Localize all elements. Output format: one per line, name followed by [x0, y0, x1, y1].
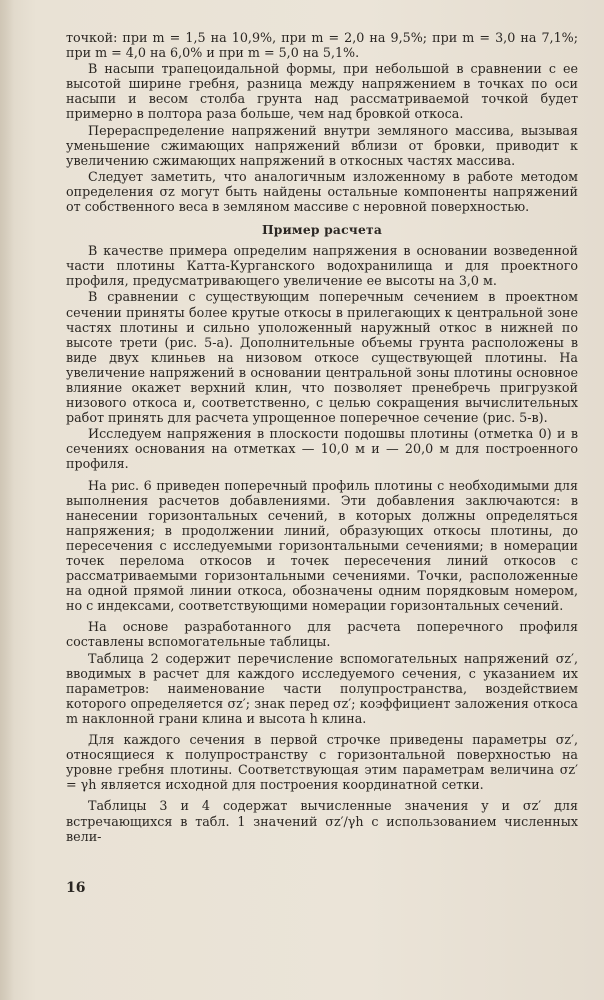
paragraph: На рис. 6 приведен поперечный профиль плотины с необходимыми для выполнения расчетов добавлениями. Эти добавления заключаются: в нанесении горизонтальных сечений, в которых должны определяться напряжения; в продолжении линий, образующих откосы плотины, до пересечения с исследуемыми горизонтальными сечениями; в номерации точек перелома откосов и точек пересечения линий откосов с рассматриваемыми горизонтальными сечениями. Точки, расположенные на одной прямой линии откоса, обозначены одним порядковым номером, но с индексами, соответствующими номерации горизонтальных сечений.: [66, 477, 578, 614]
top-text-block: [66, 30, 578, 214]
paragraph: На основе разработанного для расчета поперечного профиля составлены вспомогательные таблицы.: [66, 619, 578, 650]
page-edge-shadow: [0, 0, 14, 1000]
paragraph: Для каждого сечения в первой строчке приведены параметры σz′, относящиеся к полупространству с горизонтальной поверхностью на уровне гребня плотины. Соответствующая этим параметрам величина σz′ = γh является исходной для построения координатной сетки.: [66, 732, 578, 793]
paragraph: Исследуем напряжения в плоскости подошвы плотины (отметка 0) и в сечениях основания на отметках — 10,0 м и — 20,0 м для построенного профиля.: [66, 426, 578, 472]
paragraph: Следует заметить, что аналогичным изложенному в работе методом определения σz могут быть найдены остальные компоненты напряжений от собственного веса в земляном массиве с неровной поверхностью.: [66, 168, 578, 215]
page-number: 16: [66, 880, 86, 896]
paragraph: точкой: при m = 1,5 на 10,9%, при m = 2,0 на 9,5%; при m = 3,0 на 7,1%; при m = 4,0 на 6,0% и при m = 5,0 на 5,1%.: [66, 30, 578, 61]
paragraph: Таблицы 3 и 4 содержат вычисленные значения y и σz′ для встречающихся в табл. 1 значений σz′/γh с использованием численных вели-: [66, 798, 578, 844]
paragraph: В качестве примера определим напряжения в основании возведенной части плотины Катта-Курганского водохранилища и для проектного профиля, предусматривающего увеличение ее высоты на 3,0 м.: [66, 243, 578, 289]
paragraph: В насыпи трапецоидальной формы, при небольшой в сравнении с ее высотой ширине гребня, разница между напряжением в точках по оси насыпи и весом столба грунта над рассматриваемой точкой будет примерно в полтора раза больше, чем над бровкой откоса.: [66, 61, 578, 122]
bottom-text-block: [66, 243, 578, 844]
section-heading: Пример расчета: [262, 222, 382, 238]
paragraph: Таблица 2 содержит перечисление вспомогательных напряжений σz′, вводимых в расчет для каждого исследуемого сечения, с указанием их параметров: наименование части полупространства, воздействием которого определяется σz′; знак перед σz′; коэффициент заложения откоса m наклонной грани клина и высота h клина.: [66, 650, 578, 726]
paragraph: Перераспределение напряжений внутри земляного массива, вызывая уменьшение сжимающих напряжений вблизи от бровки, приводит к увеличению сжимающих напряжений в откосных частях массива.: [66, 122, 578, 168]
paragraph: В сравнении с существующим поперечным сечением в проектном сечении приняты более крутые откосы в прилегающих к центральной зоне частях плотины и сильно уположенный наружный откос в нижней по высоте трети (рис. 5-а). Дополнительные объемы грунта расположены в виде двух клиньев на низовом откосе существующей плотины. На увеличение напряжений в основании центральной зоны плотины основное влияние окажет верхний клин, что позволяет пренебречь пригрузкой низового откоса и, соответственно, с целью сокращения вычислительных работ принять для расчета упрощенное поперечное сечение (рис. 5-в).: [66, 289, 578, 426]
